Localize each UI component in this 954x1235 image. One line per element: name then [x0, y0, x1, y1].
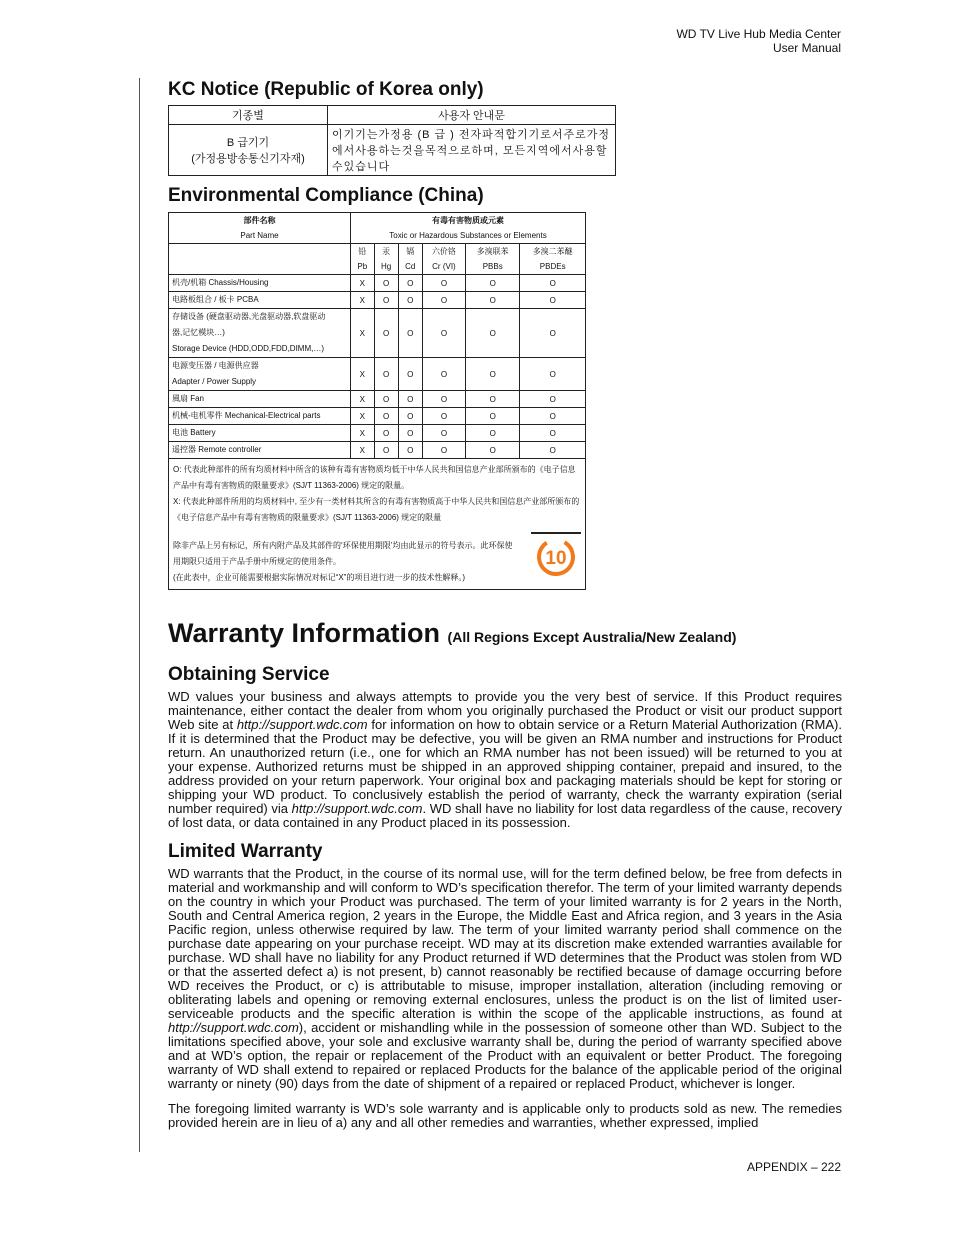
- note-o: O: 代表此种部件的所有均质材料中所含的该种有毒有害物质均低于中华人民共和国信息产业部所颁布的《电子信息产品中有毒有害物质的限量要求》(SJ/T 11363-2006) 规定的限量。: [173, 465, 576, 490]
- limited-warranty-paragraph: WD warrants that the Product, in the course of its normal use, will for the term defined below, be free from defects in material and workmanship and will conform to WD’s specification therefor. The term of your limited warranty depends on the country in which your Product was purchased. The term of your limited warranty is for 2 years in the North, South and Central America region, 2 years in the Europe, the Middle East and Africa region, and 3 years in the Asia Pacific region, unless otherwise required by law. The term of your limited warranty period shall commence on the purchase date appearing on your purchase receipt. WD may at its discretion make extended warranties available for purchase. WD shall have no liability for any Product returned if WD determines that the Product was stolen from WD or that the asserted defect a) is not present, b) cannot reasonably be rectified because of damage occurring before WD receives the Product, or c) is attributable to misuse, improper installation, alteration (including removing or obliterating labels and opening or removing external enclosures, unless the product is on the list of limited user-serviceable products and the specific alteration is within the scope of the applicable instructions, as found at http://support.wdc.com), accident or mishandling while in the possession of someone other than WD. Subject to the limitations specified above, your sole and exclusive warranty shall be, during the period of warranty specified above and at WD’s option, the repair or replacement of the Product with an equivalent or better Product. The foregoing warranty of WD shall extend to repaired or replaced Products for the balance of the applicable period of the original warranty or ninety (90) days from the date of shipment of a repaired or replaced Product, whichever is longer.: [168, 866, 842, 1091]
- substance-value-cell: X: [351, 275, 375, 292]
- limited-warranty-heading: Limited Warranty: [168, 841, 323, 862]
- substance-value-cell: O: [422, 309, 465, 358]
- table-row: [169, 275, 586, 292]
- part-name-line: 風扇 Fan: [172, 394, 205, 403]
- substance-value-cell: O: [374, 275, 398, 292]
- part-name-cn: 部件名称: [243, 216, 276, 225]
- substance-cn: 多溴联苯: [476, 247, 509, 256]
- substance-cn: 铅: [358, 247, 367, 256]
- note-other1: 除非产品上另有标记，所有内附产品及其部件的‘环保使用期限’均由此显示的符号表示。此环保使用期限只适用于产品手册中所规定的使用条件。: [173, 541, 513, 566]
- table-row: [169, 425, 586, 442]
- kc-notice-table: [168, 105, 616, 176]
- substance-value-cell: O: [466, 309, 520, 358]
- substance-value-cell: O: [374, 309, 398, 358]
- substance-value-cell: O: [422, 292, 465, 309]
- substance-value-cell: O: [466, 292, 520, 309]
- part-name-cell: [169, 442, 351, 459]
- table-row: [169, 358, 586, 391]
- limited-warranty-paragraph-2: The foregoing limited warranty is WD’s sole warranty and is applicable only to products sold as new. The remedies provided herein are in lieu of a) any and all other remedies and warranties, whether expressed, implied: [168, 1101, 842, 1130]
- part-name-line: 遥控器 Remote controller: [172, 445, 262, 454]
- substance-value-cell: O: [374, 408, 398, 425]
- epup-number: 10: [545, 548, 567, 569]
- part-name-cell: [169, 391, 351, 408]
- substance-cn: 汞: [382, 247, 391, 256]
- substance-value-cell: O: [520, 275, 586, 292]
- substance-value-cell: X: [351, 391, 375, 408]
- china-substance-table: [168, 212, 586, 590]
- substance-value-cell: O: [520, 391, 586, 408]
- kc-col-header-1: 기종별: [169, 106, 328, 125]
- substance-value-cell: X: [351, 442, 375, 459]
- substance-value-cell: O: [422, 442, 465, 459]
- table-row: [169, 391, 586, 408]
- substance-value-cell: O: [374, 425, 398, 442]
- toxic-cn: 有毒有害物质或元素: [432, 216, 504, 225]
- substance-value-cell: O: [520, 309, 586, 358]
- substance-value-cell: O: [398, 292, 422, 309]
- margin-rule: [139, 78, 140, 1152]
- substance-value-cell: O: [398, 408, 422, 425]
- table-row: [169, 442, 586, 459]
- substance-value-cell: O: [466, 275, 520, 292]
- part-name-header: [169, 213, 351, 244]
- substance-value-cell: O: [398, 442, 422, 459]
- substance-en: PBBs: [482, 262, 503, 271]
- substance-value-cell: O: [398, 275, 422, 292]
- substance-value-cell: O: [466, 442, 520, 459]
- warranty-title: Warranty Information: [168, 618, 441, 648]
- page-content: [168, 78, 842, 1130]
- substance-value-cell: X: [351, 292, 375, 309]
- support-link[interactable]: http://support.wdc.com: [236, 717, 368, 732]
- part-name-line: 器,记忆模块…): [172, 328, 225, 337]
- substance-value-cell: X: [351, 408, 375, 425]
- substance-value-cell: X: [351, 425, 375, 442]
- part-name-cell: [169, 275, 351, 292]
- substance-value-cell: X: [351, 358, 375, 391]
- part-name-cell: [169, 309, 351, 358]
- substance-en: Cr (VI): [432, 262, 456, 271]
- part-name-cell: [169, 292, 351, 309]
- part-name-line: 电路板组合 / 板卡 PCBA: [172, 295, 259, 304]
- warranty-heading: [168, 617, 842, 653]
- substance-value-cell: O: [520, 425, 586, 442]
- china-compliance-heading: Environmental Compliance (China): [168, 185, 484, 206]
- substance-value-cell: O: [520, 442, 586, 459]
- part-name-cell: [169, 425, 351, 442]
- note-other2: (在此表中，企业可能需要根据实际情况对标记“X”的项目进行进一步的技术性解释。): [173, 573, 465, 582]
- substance-cn: 多溴二苯醚: [532, 247, 573, 256]
- substance-en: Hg: [381, 262, 392, 271]
- substance-value-cell: O: [520, 408, 586, 425]
- substance-value-cell: O: [422, 358, 465, 391]
- substance-value-cell: O: [422, 275, 465, 292]
- toxic-header: [351, 213, 586, 244]
- page-footer: APPENDIX – 222: [746, 1160, 841, 1174]
- note-x: X: 代表此种部件所用的均质材料中, 至少有一类材料其所含的有毒有害物质高于中华人民共和国信息产业部所颁布的《电子信息产品中有毒有害物质的限量要求》(SJ/T 11363-2006) 规定的限量: [173, 497, 580, 522]
- part-name-line: 机壳/机箱 Chassis/Housing: [172, 278, 269, 287]
- substance-en: Pb: [357, 262, 368, 271]
- epup-10-icon: [531, 532, 581, 578]
- substance-value-cell: O: [466, 358, 520, 391]
- substance-value-cell: O: [398, 391, 422, 408]
- part-name-en: Part Name: [240, 231, 279, 240]
- substance-value-cell: O: [422, 408, 465, 425]
- kc-notice-heading: KC Notice (Republic of Korea only): [168, 79, 484, 100]
- substance-value-cell: O: [374, 391, 398, 408]
- substance-cn: 六价铬: [431, 247, 456, 256]
- toxic-en: Toxic or Hazardous Substances or Elements: [389, 231, 547, 240]
- china-notes: [169, 459, 586, 590]
- blank-header-cell: [169, 244, 351, 275]
- kc-col-header-2: 사용자 안내문: [328, 106, 616, 125]
- header-line1: WD TV Live Hub Media Center: [676, 27, 841, 41]
- part-name-line: Adapter / Power Supply: [172, 377, 257, 386]
- substance-value-cell: X: [351, 309, 375, 358]
- substance-value-cell: O: [398, 358, 422, 391]
- obtaining-service-paragraph: WD values your business and always attempts to provide you the very best of service. If this Product requires maintenance, either contact the dealer from whom you originally purchased the Product or visit our product support Web site at http://support.wdc.com for information on how to obtain service or a Return Material Authorization (RMA). If it is determined that the Product may be defective, you will be given an RMA number and instructions for Product return. An unauthorized return (i.e., one for which an RMA number has not been issued) will be returned to you at your expense. Authorized returns must be shipped in an approved shipping container, prepaid and insured, to the address provided on your return paperwork. Your original box and packaging materials should be kept for storing or shipping your WD product. To conclusively establish the period of warranty, check the warranty expiration (serial number required) via http://support.wdc.com. WD shall have no liability for lost data regardless of the cause, recovery of lost data, or data contained in any Product placed in its possession.: [168, 689, 842, 830]
- substance-value-cell: O: [398, 425, 422, 442]
- part-name-line: 机械-电机零件 Mechanical-Electrical parts: [172, 411, 321, 420]
- header-line2: User Manual: [772, 41, 841, 55]
- substance-value-cell: O: [374, 442, 398, 459]
- kc-notice-cell: 이기기는가정용 (B 급 ) 전자파적합기기로서주로가정에서사용하는것을목적으로하며, 모든지역에서사용할수있습니다: [328, 125, 616, 176]
- part-name-cell: [169, 408, 351, 425]
- obtaining-service-heading: Obtaining Service: [168, 664, 330, 685]
- substance-header-2: [398, 244, 422, 275]
- substance-value-cell: O: [422, 391, 465, 408]
- part-name-line: 存储设备 (硬盘驱动器,光盘驱动器,软盘驱动: [172, 312, 326, 321]
- substance-en: PBDEs: [539, 262, 566, 271]
- table-row: [169, 309, 586, 358]
- part-name-line: 电源变压器 / 电源供应器: [172, 361, 259, 370]
- warranty-subtitle: (All Regions Except Australia/New Zealand): [447, 629, 737, 645]
- substance-header-4: [466, 244, 520, 275]
- substance-en: Cd: [405, 262, 416, 271]
- substance-value-cell: O: [374, 292, 398, 309]
- kc-class-cell: B 급기기 (가정용방송통신기자재): [169, 125, 328, 176]
- part-name-line: Storage Device (HDD,ODD,FDD,DIMM,…): [172, 344, 325, 353]
- substance-value-cell: O: [466, 408, 520, 425]
- substance-value-cell: O: [466, 425, 520, 442]
- part-name-cell: [169, 358, 351, 391]
- substance-value-cell: O: [520, 292, 586, 309]
- support-link[interactable]: http://support.wdc.com: [168, 1020, 299, 1035]
- substance-value-cell: O: [398, 309, 422, 358]
- running-header: [676, 27, 841, 55]
- substance-cn: 镉: [406, 247, 415, 256]
- substance-value-cell: O: [520, 358, 586, 391]
- substance-header-3: [422, 244, 465, 275]
- substance-value-cell: O: [422, 425, 465, 442]
- support-link[interactable]: http://support.wdc.com: [291, 801, 423, 816]
- substance-rows: [169, 275, 586, 459]
- part-name-line: 电池 Battery: [172, 428, 216, 437]
- substance-header-row: [169, 244, 586, 275]
- table-row: [169, 292, 586, 309]
- substance-value-cell: O: [374, 358, 398, 391]
- table-row: [169, 408, 586, 425]
- substance-header-5: [520, 244, 586, 275]
- substance-header-1: [374, 244, 398, 275]
- substance-header-0: [351, 244, 375, 275]
- substance-value-cell: O: [466, 391, 520, 408]
